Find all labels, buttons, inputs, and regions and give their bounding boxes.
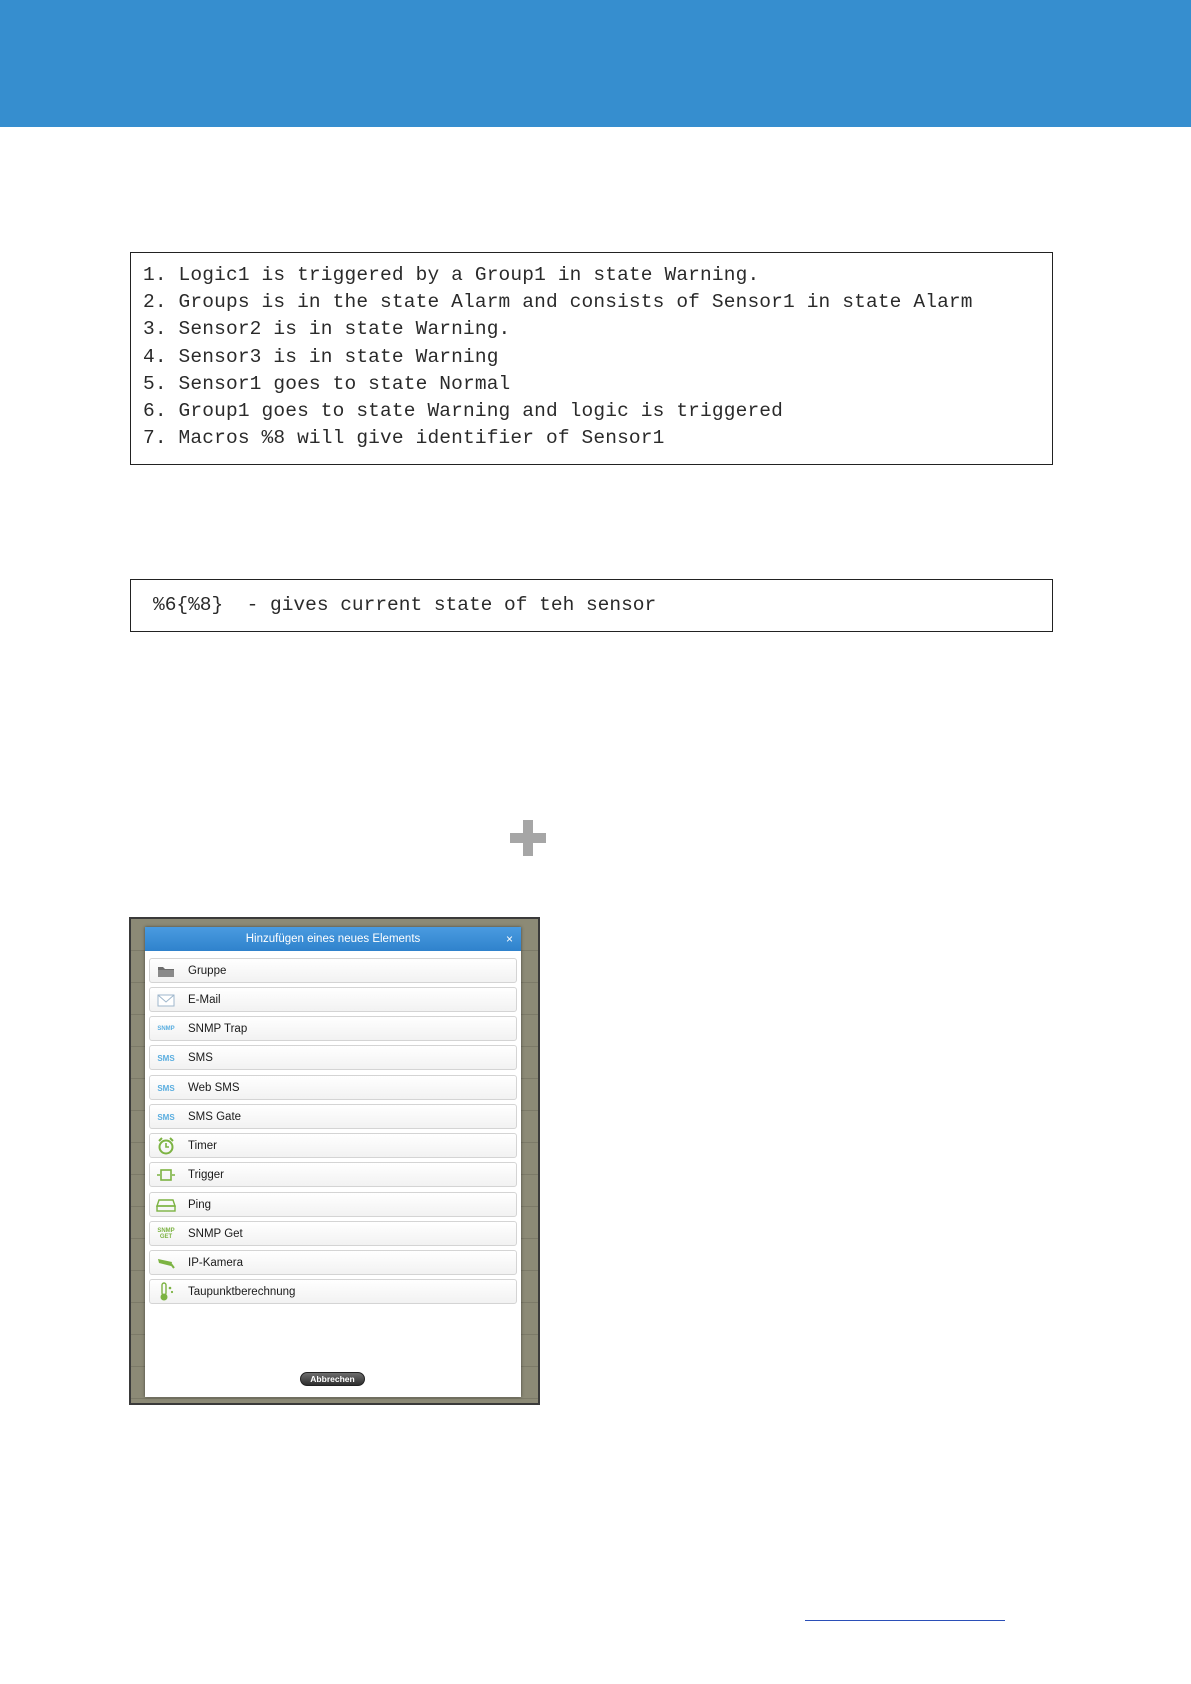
menu-item-sms[interactable] [149, 1045, 517, 1070]
menu-item-timer[interactable] [149, 1133, 517, 1158]
dialog-title-text: Hinzufügen eines neues Elements [245, 933, 421, 945]
trigger-icon [155, 1165, 177, 1185]
add-element-dialog [145, 927, 521, 1397]
code-list-box [130, 252, 1053, 465]
menu-item-label: IP-Kamera [188, 1257, 243, 1269]
code-line: 1. Logic1 is triggered by a Group1 in state Warning. [143, 264, 760, 286]
macro-example-box: %6{%8} - gives current state of teh sensor [130, 579, 1053, 632]
camera-icon [155, 1253, 177, 1273]
code-line: 2. Groups is in the state Alarm and consists of Sensor1 in state Alarm [143, 291, 973, 314]
code-line: 7. Macros %8 will give identifier of Sensor1 [143, 427, 665, 450]
menu-item-sms-gate[interactable] [149, 1104, 517, 1129]
code-line: 3. Sensor2 is in state Warning. [143, 318, 511, 341]
dialog-title [145, 927, 521, 951]
menu-item-ping[interactable] [149, 1192, 517, 1217]
menu-item-gruppe[interactable] [149, 958, 517, 983]
menu-item-label: Ping [188, 1199, 212, 1211]
network-device-icon [155, 1195, 177, 1215]
menu-item-label: SNMP Trap [188, 1023, 248, 1035]
code-line: 6. Group1 goes to state Warning and logic is triggered [143, 399, 784, 422]
snmp-trap-icon: SNMP [157, 1026, 175, 1032]
menu-item-label: SNMP Get [188, 1228, 243, 1240]
close-icon[interactable]: × [505, 932, 513, 946]
menu-item-label: Trigger [188, 1169, 224, 1181]
menu-item-label: Web SMS [188, 1082, 240, 1094]
menu-item-label: SMS [188, 1052, 213, 1064]
menu-item-label: E-Mail [188, 994, 221, 1006]
menu-item-label: SMS Gate [188, 1111, 242, 1123]
web-sms-icon: SMS [157, 1083, 175, 1093]
envelope-icon [155, 990, 177, 1010]
menu-item-label: Taupunktberechnung [188, 1286, 296, 1298]
plus-icon[interactable] [510, 820, 546, 856]
snmp-get-icon: SNMP GET [157, 1228, 175, 1240]
cancel-button[interactable]: Abbrechen [300, 1372, 365, 1386]
menu-item-web-sms[interactable] [149, 1075, 517, 1100]
menu-item-label: Gruppe [188, 965, 227, 977]
menu-item-label: Timer [188, 1140, 217, 1152]
header-band [0, 0, 1191, 127]
sms-icon: SMS [157, 1053, 175, 1063]
sms-gate-icon: SMS [157, 1112, 175, 1122]
code-line: 4. Sensor3 is in state Warning [143, 345, 499, 368]
menu-item-trigger[interactable] [149, 1162, 517, 1187]
footer-link-underline[interactable] [805, 1620, 1005, 1621]
menu-item-taupunktberechnung[interactable] [149, 1279, 517, 1304]
code-line: 5. Sensor1 goes to state Normal [143, 372, 511, 395]
alarm-clock-icon [155, 1136, 177, 1156]
menu-item-ip-kamera[interactable] [149, 1250, 517, 1275]
menu-item-snmp-get[interactable] [149, 1221, 517, 1246]
menu-item-email[interactable] [149, 987, 517, 1012]
folder-icon [155, 961, 177, 981]
dialog-screenshot [129, 917, 540, 1405]
thermometer-icon [155, 1282, 177, 1302]
menu-item-snmp-trap[interactable] [149, 1016, 517, 1041]
